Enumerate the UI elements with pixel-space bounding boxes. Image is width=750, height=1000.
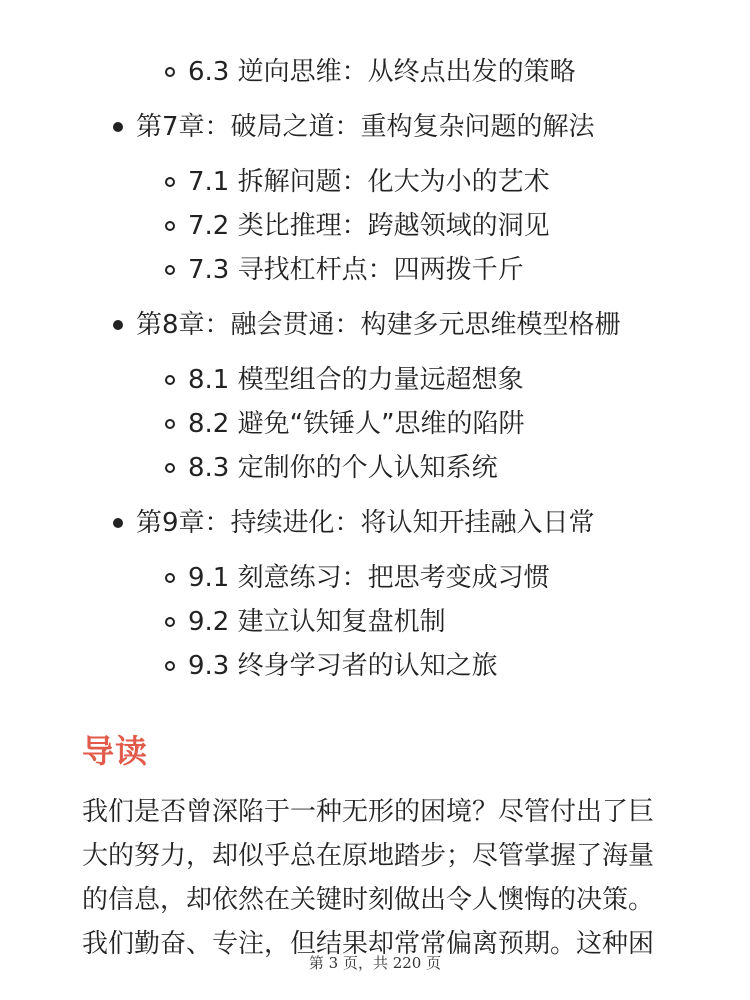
toc-section-item xyxy=(0,248,750,292)
toc-item-text: 第7章：破局之道：重构复杂问题的解法 xyxy=(136,112,595,142)
hollow-bullet-icon xyxy=(160,50,180,94)
intro-paragraph xyxy=(82,790,682,966)
toc-item-text: 第9章：持续进化：将认知开挂融入日常 xyxy=(136,508,595,538)
hollow-bullet-icon xyxy=(160,358,180,402)
hollow-bullet-icon xyxy=(160,402,180,446)
paragraph-line: 我们勤奋、专注，但结果却常常偏离预期。这种困 xyxy=(82,929,655,959)
toc-section-item xyxy=(0,446,750,490)
toc-item-text: 7.2 类比推理：跨越领域的洞见 xyxy=(188,211,550,241)
filled-bullet-icon xyxy=(108,303,128,347)
hollow-bullet-icon xyxy=(160,600,180,644)
filled-bullet-icon xyxy=(108,501,128,545)
toc-item-text: 8.1 模型组合的力量远超想象 xyxy=(188,365,524,395)
toc-item-text: 7.3 寻找杠杆点：四两拨千斤 xyxy=(188,255,524,285)
toc-section-item xyxy=(0,402,750,446)
toc-chapter-item xyxy=(0,501,750,545)
toc-item-text: 8.2 避免“铁锤人”思维的陷阱 xyxy=(188,409,525,439)
table-of-contents xyxy=(0,50,750,688)
toc-item-text: 第8章：融会贯通：构建多元思维模型格栅 xyxy=(136,310,621,340)
toc-section-item xyxy=(0,644,750,688)
hollow-bullet-icon xyxy=(160,556,180,600)
toc-section-item xyxy=(0,556,750,600)
paragraph-line: 我们是否曾深陷于一种无形的困境？尽管付出了巨 xyxy=(82,797,655,827)
toc-section-item xyxy=(0,600,750,644)
toc-item-text: 9.1 刻意练习：把思考变成习惯 xyxy=(188,563,550,593)
toc-section-item xyxy=(0,358,750,402)
toc-item-text: 8.3 定制你的个人认知系统 xyxy=(188,453,498,483)
hollow-bullet-icon xyxy=(160,248,180,292)
toc-item-text: 9.2 建立认知复盘机制 xyxy=(188,607,446,637)
toc-item-text: 9.3 终身学习者的认知之旅 xyxy=(188,651,498,681)
toc-item-text: 7.1 拆解问题：化大为小的艺术 xyxy=(188,167,550,197)
intro-heading: 导读 xyxy=(82,732,149,770)
hollow-bullet-icon xyxy=(160,446,180,490)
toc-chapter-item xyxy=(0,105,750,149)
toc-section-item xyxy=(0,204,750,248)
hollow-bullet-icon xyxy=(160,204,180,248)
toc-section-item xyxy=(0,160,750,204)
paragraph-line: 大的努力，却似乎总在原地踏步；尽管掌握了海量 xyxy=(82,841,655,871)
hollow-bullet-icon xyxy=(160,160,180,204)
toc-chapter-item xyxy=(0,303,750,347)
page-number-footer: 第 3 页，共 220 页 xyxy=(308,954,442,972)
hollow-bullet-icon xyxy=(160,644,180,688)
filled-bullet-icon xyxy=(108,105,128,149)
toc-item-text: 6.3 逆向思维：从终点出发的策略 xyxy=(188,57,576,87)
paragraph-line: 的信息，却依然在关键时刻做出令人懊悔的决策。 xyxy=(82,885,655,915)
toc-section-item xyxy=(0,50,750,94)
